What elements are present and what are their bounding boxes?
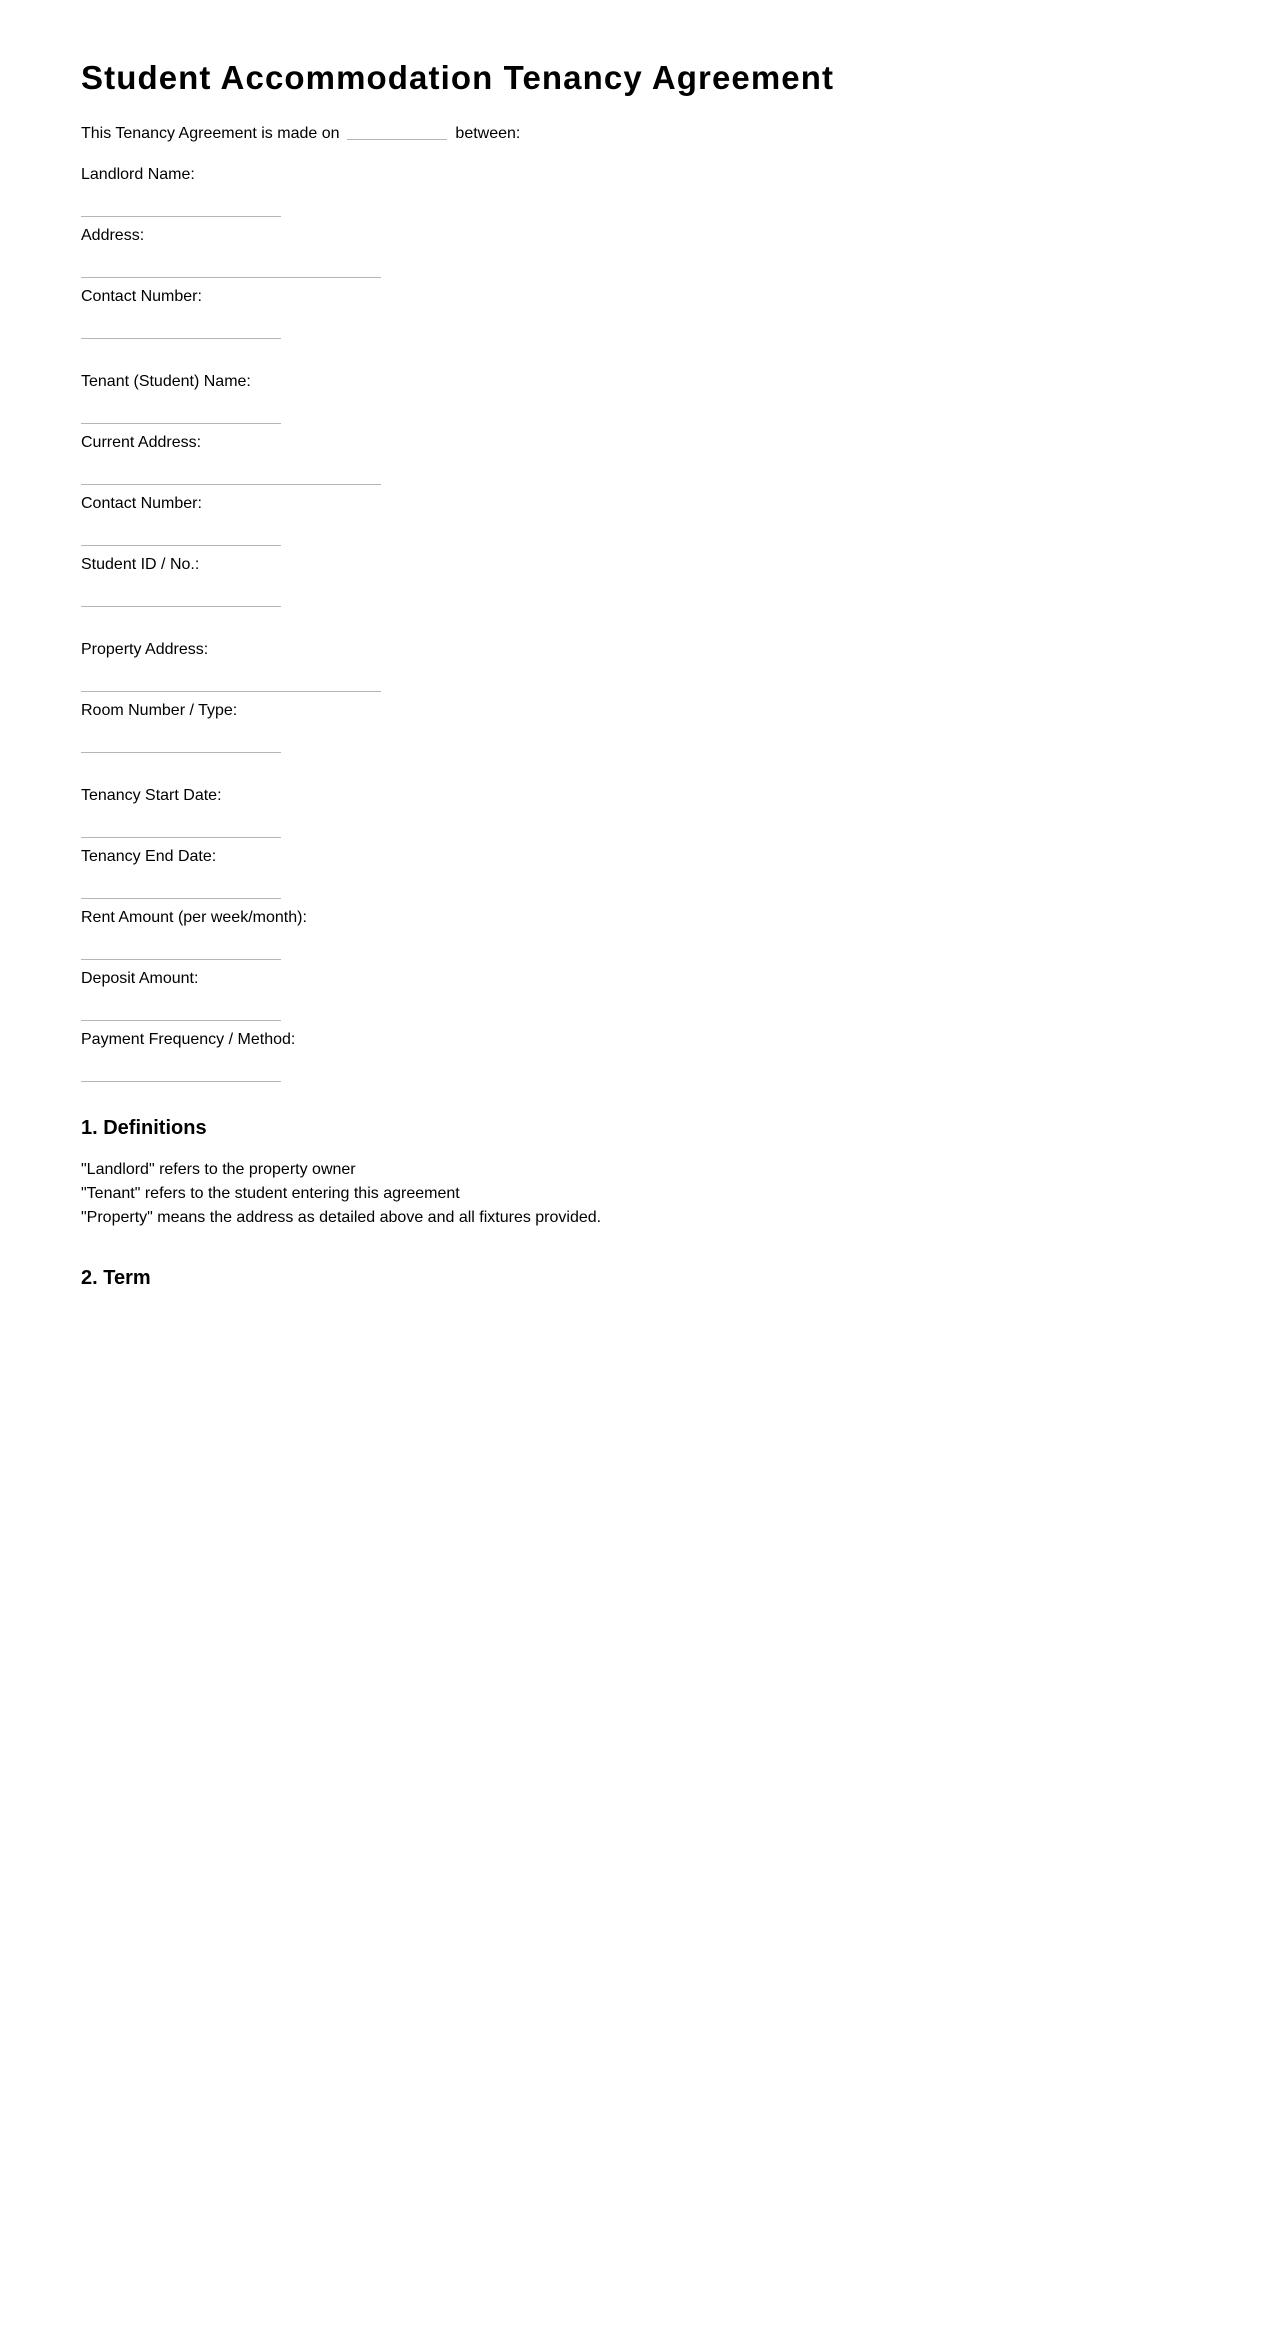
landlord-contact-field[interactable] [81, 338, 281, 339]
intro-prefix: This Tenancy Agreement is made on [81, 125, 340, 142]
landlord-address-label: Address: [81, 227, 145, 244]
tenancy-start-date-label: Tenancy Start Date: [81, 787, 222, 804]
definition-landlord: "Landlord" refers to the property owner [81, 1161, 356, 1178]
term-heading: 2. Term [81, 1267, 151, 1289]
student-id-label: Student ID / No.: [81, 556, 200, 573]
tenant-contact-field[interactable] [81, 545, 281, 546]
landlord-name-field[interactable] [81, 216, 281, 217]
landlord-address-field[interactable] [81, 277, 381, 278]
intro-sentence [81, 124, 520, 144]
agreement-date-field[interactable] [347, 125, 447, 140]
tenant-current-address-label: Current Address: [81, 434, 202, 451]
definitions-heading: 1. Definitions [81, 1117, 207, 1139]
deposit-amount-label: Deposit Amount: [81, 970, 199, 987]
tenant-name-label: Tenant (Student) Name: [81, 373, 251, 390]
landlord-name-label: Landlord Name: [81, 166, 195, 183]
payment-frequency-method-label: Payment Frequency / Method: [81, 1031, 296, 1048]
tenancy-end-date-field[interactable] [81, 898, 281, 899]
deposit-amount-field[interactable] [81, 1020, 281, 1021]
payment-frequency-method-field[interactable] [81, 1081, 281, 1082]
rent-amount-label: Rent Amount (per week/month): [81, 909, 307, 926]
definition-tenant: "Tenant" refers to the student entering this agreement [81, 1185, 460, 1202]
landlord-contact-label: Contact Number: [81, 288, 202, 305]
property-address-label: Property Address: [81, 641, 209, 658]
tenancy-start-date-field[interactable] [81, 837, 281, 838]
tenant-current-address-field[interactable] [81, 484, 381, 485]
definition-property: "Property" means the address as detailed above and all fixtures provided. [81, 1209, 602, 1226]
intro-suffix: between: [455, 125, 521, 142]
tenant-name-field[interactable] [81, 423, 281, 424]
tenant-contact-label: Contact Number: [81, 495, 202, 512]
room-number-type-field[interactable] [81, 752, 281, 753]
document-title: Student Accommodation Tenancy Agreement [81, 59, 835, 96]
tenancy-end-date-label: Tenancy End Date: [81, 848, 217, 865]
rent-amount-field[interactable] [81, 959, 281, 960]
room-number-type-label: Room Number / Type: [81, 702, 238, 719]
student-id-field[interactable] [81, 606, 281, 607]
property-address-field[interactable] [81, 691, 381, 692]
